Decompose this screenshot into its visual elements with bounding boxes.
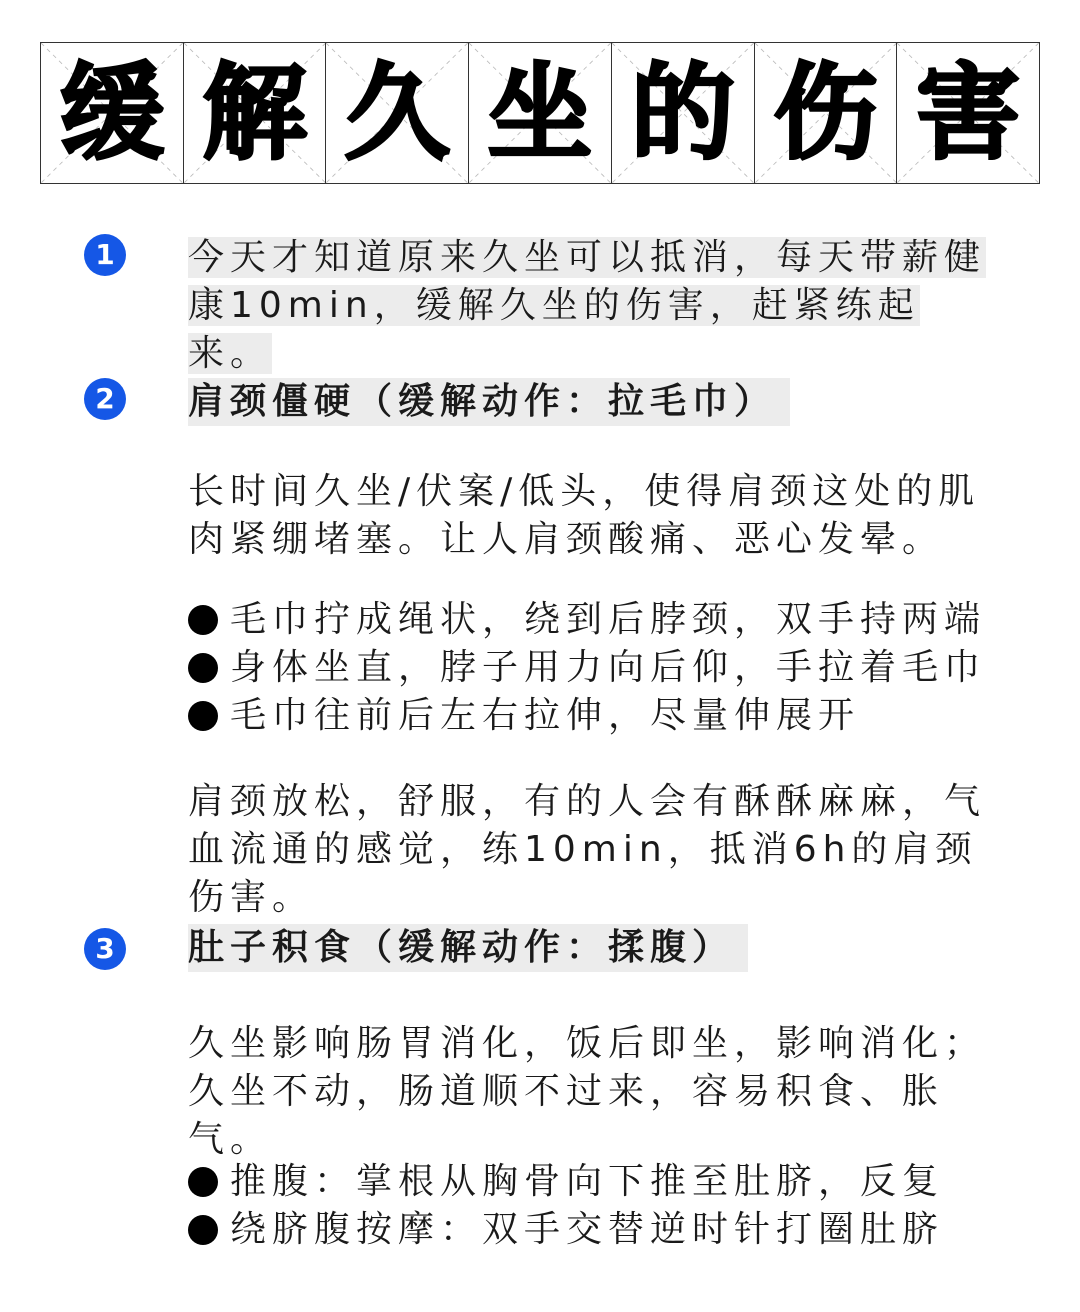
number-badge-2: 2: [84, 378, 126, 420]
title-cell: [612, 43, 755, 183]
title-char: 坐: [488, 52, 593, 174]
title-cell: [184, 43, 327, 183]
shoulder-steps-list: [188, 596, 988, 740]
list-item: [188, 692, 988, 740]
list-item: [188, 596, 988, 644]
bullet-dot-icon: [188, 605, 218, 635]
list-item-text: 推腹：掌根从胸骨向下推至肚脐，反复: [230, 1161, 945, 1202]
title-cell: [897, 43, 1039, 183]
shoulder-effect: 肩颈放松，舒服，有的人会有酥酥麻麻，气血流通的感觉，练10min，抵消6h的肩颈伤害。: [188, 781, 987, 918]
shoulder-description: 长时间久坐/伏案/低头，使得肩颈这处的肌肉紧绷堵塞。让人肩颈酸痛、恶心发晕。: [188, 471, 981, 560]
belly-description: 久坐影响肠胃消化，饭后即坐，影响消化；久坐不动，肠道顺不过来，容易积食、胀气。: [188, 1023, 987, 1160]
section-heading-shoulder: 肩颈僵硬（缓解动作：拉毛巾）: [188, 378, 790, 426]
list-item-text: 身体坐直，脖子用力向后仰，手拉着毛巾: [230, 647, 987, 688]
title-char: 缓: [59, 52, 164, 174]
title-cell: [755, 43, 898, 183]
list-item-text: 绕脐腹按摩：双手交替逆时针打圈肚脐: [230, 1209, 945, 1250]
title-cell: [41, 43, 184, 183]
title-char: 伤: [773, 52, 878, 174]
title-char: 久: [345, 52, 450, 174]
title-grid: [40, 42, 1040, 184]
title-char: 解: [202, 52, 307, 174]
belly-steps-list: [188, 1158, 988, 1254]
title-cell: [326, 43, 469, 183]
bullet-dot-icon: [188, 1215, 218, 1245]
intro-paragraph: [188, 234, 988, 378]
title-char: 害: [916, 52, 1021, 174]
list-item-text: 毛巾往前后左右拉伸，尽量伸展开: [230, 695, 861, 736]
bullet-dot-icon: [188, 653, 218, 683]
list-item: [188, 1158, 988, 1206]
section-heading-belly: 肚子积食（缓解动作：揉腹）: [188, 924, 748, 972]
list-item: [188, 644, 988, 692]
number-badge-3: 3: [84, 928, 126, 970]
list-item: [188, 1206, 988, 1254]
bullet-dot-icon: [188, 1167, 218, 1197]
title-cell: [469, 43, 612, 183]
title-char: 的: [630, 52, 735, 174]
list-item-text: 毛巾拧成绳状，绕到后脖颈，双手持两端: [230, 599, 987, 640]
number-badge-1: 1: [84, 234, 126, 276]
bullet-dot-icon: [188, 701, 218, 731]
intro-text: 今天才知道原来久坐可以抵消，每天带薪健康10min，缓解久坐的伤害，赶紧练起来。: [188, 237, 987, 374]
